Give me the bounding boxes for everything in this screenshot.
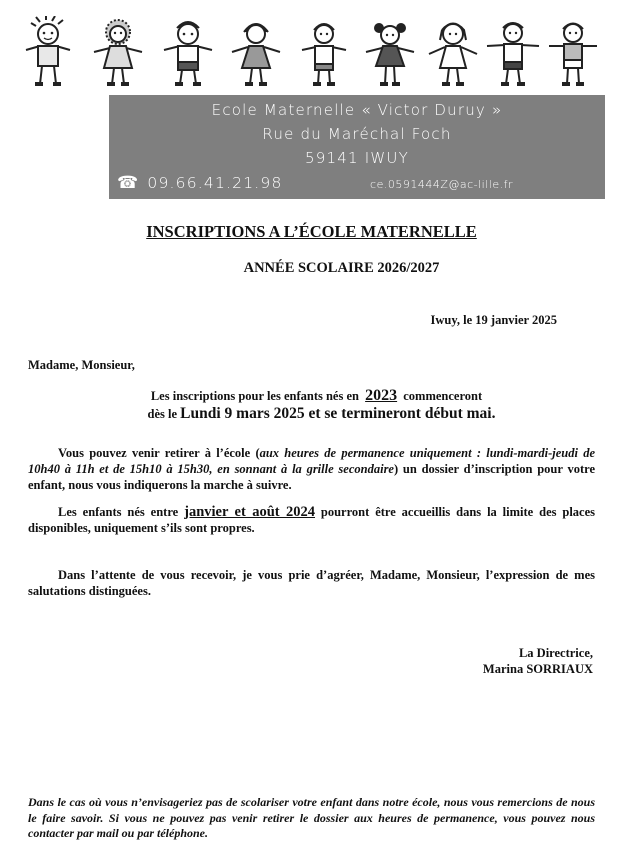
pickup-rest: ) un dossier d’inscription pour votre enfant, nous vous indiquerons la marche à suivre.	[28, 462, 595, 492]
school-phone-row	[117, 173, 283, 193]
child-figure-icon	[483, 16, 543, 88]
school-header-banner	[109, 95, 605, 199]
early-period: janvier et août 2024	[184, 504, 315, 520]
office-hours: aux heures de permanence uniquement : lundi-mardi-jeudi de 10h40 à 11h et de 15h10 à 15h30, en sonnant à la grille secondaire	[28, 446, 595, 476]
pickup-intro: Vous pouvez venir retirer à l’école (	[58, 446, 260, 460]
children-illustration	[18, 16, 608, 88]
school-email: ce.0591444Z@ac-lille.fr	[370, 178, 513, 191]
early-children-paragraph	[28, 504, 595, 536]
child-figure-icon	[423, 16, 483, 88]
child-figure-icon	[294, 16, 354, 88]
child-figure-icon	[360, 16, 420, 88]
school-phone: 09.66.41.21.98	[147, 174, 283, 192]
document-title: INSCRIPTIONS A L’ÉCOLE MATERNELLE	[146, 222, 477, 241]
signature-role: La Directrice,	[518, 646, 593, 660]
child-figure-icon	[18, 16, 78, 88]
pickup-paragraph	[28, 445, 595, 493]
school-year: ANNÉE SCOLAIRE 2026/2027	[243, 260, 440, 276]
greeting: Madame, Monsieur,	[28, 358, 135, 372]
school-city: 59141 IWUY	[305, 149, 409, 167]
phone-icon: ☎	[117, 173, 140, 193]
closing-paragraph: Dans l’attente de vous recevoir, je vous prie d’agréer, Madame, Monsieur, l’expression de mes salutations distinguées.	[28, 568, 595, 598]
child-figure-icon	[226, 16, 286, 88]
enrollment-birth-year: 2023	[365, 387, 398, 404]
school-name: Ecole Maternelle « Victor Duruy »	[211, 101, 503, 119]
enrollment-paragraph-line2	[0, 406, 623, 422]
child-figure-icon	[158, 16, 218, 88]
early-intro: Les enfants nés entre	[58, 505, 179, 519]
school-street: Rue du Maréchal Foch	[262, 125, 452, 143]
enrollment-start: commenceront	[403, 389, 483, 403]
footer-note: Dans le cas où vous n’envisageriez pas de scolariser votre enfant dans notre école, nous vous remercions de nous le faire savoir. Si vous ne pouvez pas venir retirer le dossier aux heures de permanence, vous pouvez nous contacter par mail ou par téléphone.	[28, 795, 595, 840]
early-rest: pourront être accueillis dans la limite des places disponibles, uniquement s’ils sont propres.	[28, 505, 596, 535]
enrollment-paragraph-line1	[0, 388, 623, 404]
letter-date: Iwuy, le 19 janvier 2025	[430, 313, 557, 327]
enrollment-intro: Les inscriptions pour les enfants nés en	[150, 389, 359, 403]
enrollment-dates: Lundi 9 mars 2025 et se termineront début mai.	[180, 405, 496, 422]
signature-name: Marina SORRIAUX	[482, 662, 593, 676]
enrollment-from: dès le	[147, 407, 178, 421]
child-figure-icon	[543, 16, 603, 88]
child-figure-icon	[88, 16, 148, 88]
